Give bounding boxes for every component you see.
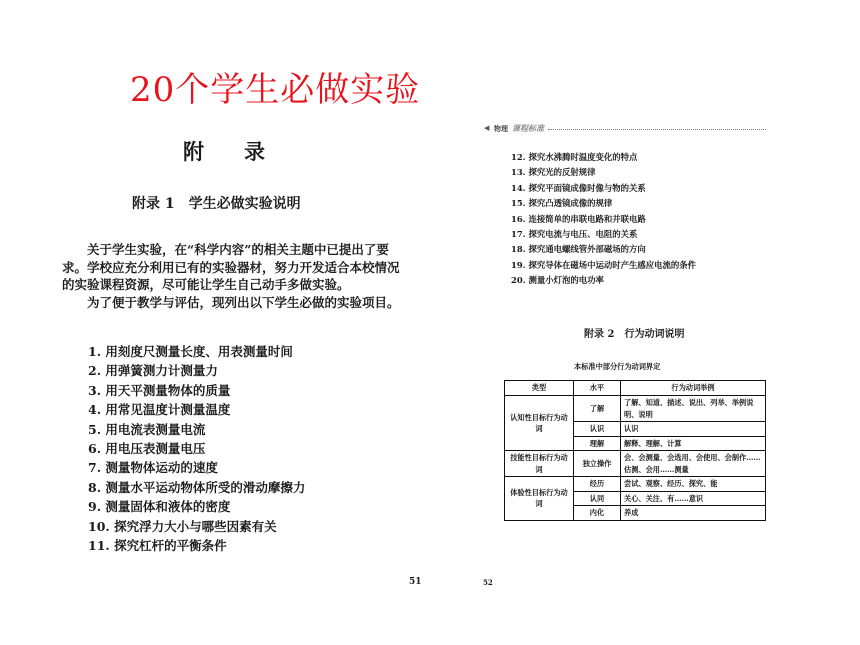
header-label: 物理	[494, 124, 508, 133]
level-cell: 经历	[574, 477, 621, 492]
category-cell: 体验性目标行为动词	[505, 477, 574, 521]
appendix2-title: 附录 2 行为动词说明	[584, 329, 685, 340]
list-item: 13. 探究光的反射规律	[511, 167, 596, 178]
level-cell: 独立操作	[574, 451, 621, 477]
intro-paragraph-1: 关于学生实验，在“科学内容”的相关主题中已提出了要求。学校应充分利用已有的实验器材，努力开发适合本校情况的实验课程资源，尽可能让学生自己动手多做实验。	[62, 242, 400, 292]
list-item: 7. 测量物体运动的速度	[88, 460, 218, 476]
left-arrow-icon: ◀	[484, 124, 490, 132]
header-brand: 课程标准	[512, 123, 544, 133]
list-item: 14. 探究平面镜成像时像与物的关系	[511, 182, 646, 193]
verbs-cell: 解释、理解、计算	[621, 436, 766, 451]
list-item: 19. 探究导体在磁场中运动时产生感应电流的条件	[511, 259, 696, 270]
header-divider	[548, 129, 766, 130]
list-item: 8. 测量水平运动物体所受的滑动摩擦力	[88, 479, 306, 495]
experiment-list-left	[88, 342, 305, 555]
column-header: 水平	[574, 381, 621, 396]
page-number-left: 51	[409, 577, 422, 587]
verbs-cell: 会、会测量、会选用、会使用、会制作……估测、会用……测量	[621, 451, 766, 477]
level-cell: 了解	[574, 396, 621, 422]
list-item: 11. 探究杠杆的平衡条件	[88, 538, 227, 554]
list-item: 4. 用常见温度计测量温度	[88, 402, 231, 418]
list-item: 3. 用天平测量物体的质量	[88, 382, 231, 398]
level-cell: 认识	[574, 422, 621, 437]
level-cell: 理解	[574, 436, 621, 451]
category-cell: 认知性目标行为动词	[505, 396, 574, 451]
list-item: 10. 探究浮力大小与哪些因素有关	[88, 518, 277, 534]
verbs-cell: 尝试、观察、经历、探究、能	[621, 477, 766, 492]
list-item: 16. 连接简单的串联电路和并联电路	[511, 213, 646, 224]
appendix-heading: 附录	[183, 139, 305, 164]
level-cell: 内化	[574, 506, 621, 521]
list-item: 2. 用弹簧测力计测量力	[88, 363, 218, 379]
verbs-cell: 养成	[621, 506, 766, 521]
table-row	[505, 477, 766, 492]
intro-paragraph-2: 为了便于教学与评估，现列出以下学生必做的实验项目。	[87, 294, 400, 310]
list-item: 18. 探究通电螺线管外部磁场的方向	[511, 244, 646, 255]
document-title: 20个学生必做实验	[130, 70, 421, 110]
table-header-row	[505, 381, 766, 396]
list-item: 1. 用刻度尺测量长度、用表测量时间	[88, 344, 293, 359]
verbs-cell: 认识	[621, 422, 766, 437]
list-item: 20. 测量小灯泡的电功率	[511, 275, 604, 286]
running-header	[484, 124, 766, 134]
list-item: 15. 探究凸透镜成像的规律	[511, 198, 613, 209]
level-cell: 认同	[574, 491, 621, 506]
column-header: 类型	[505, 381, 574, 396]
table-row	[505, 451, 766, 477]
list-item: 6. 用电压表测量电压	[88, 441, 206, 457]
column-header: 行为动词举例	[621, 381, 766, 396]
category-cell: 技能性目标行为动词	[505, 451, 574, 477]
list-item: 12. 探究水沸腾时温度变化的特点	[511, 152, 638, 162]
list-item: 17. 探究电流与电压、电阻的关系	[511, 229, 638, 240]
appendix1-title: 附录 1 学生必做实验说明	[132, 196, 301, 212]
behavior-verbs-table	[504, 380, 766, 521]
table-caption: 本标准中部分行为动词界定	[574, 362, 661, 371]
list-item: 5. 用电流表测量电流	[88, 421, 206, 437]
page-number-right: 52	[483, 578, 493, 587]
verbs-cell: 了解、知道、描述、说出、列举、举例说明、说明	[621, 396, 766, 422]
verbs-cell: 关心、关注、有……意识	[621, 491, 766, 506]
table-row	[505, 396, 766, 422]
experiment-list-right	[511, 150, 696, 289]
list-item: 9. 测量固体和液体的密度	[88, 499, 231, 515]
intro-text	[62, 241, 407, 311]
